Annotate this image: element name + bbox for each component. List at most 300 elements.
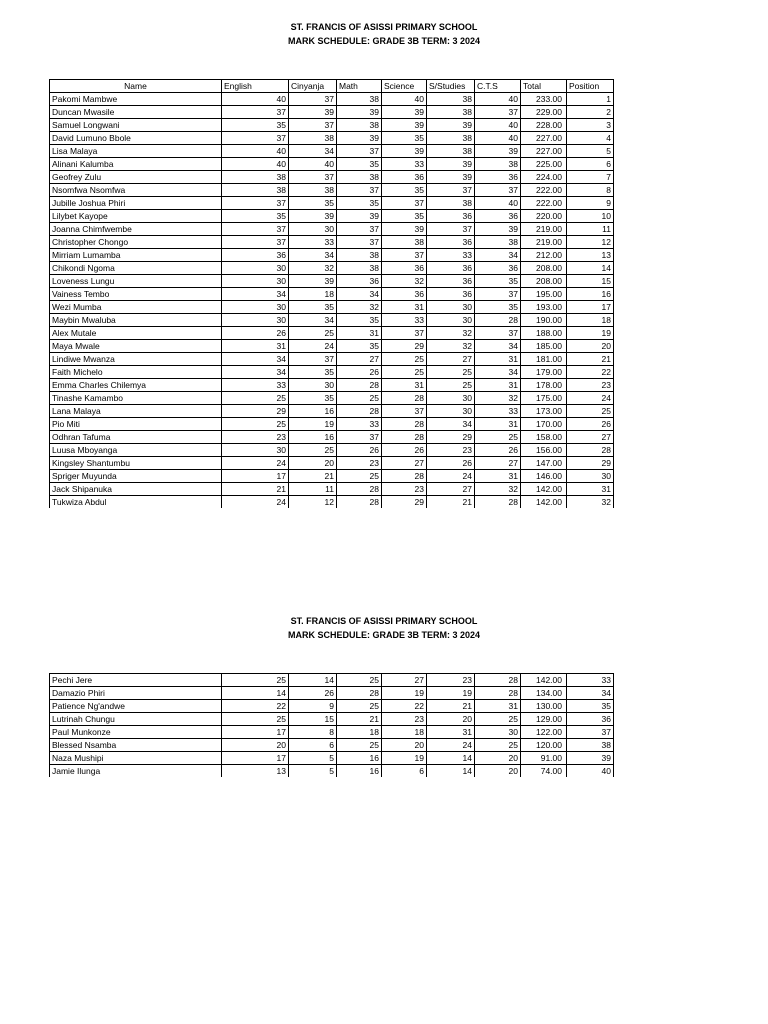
cinyanja-cell: 11: [289, 483, 337, 496]
english-cell: 34: [222, 366, 289, 379]
position-cell: 36: [567, 713, 614, 726]
table-row: [50, 444, 614, 457]
total-cell: 227.00: [521, 145, 567, 158]
social-studies-cell: 36: [427, 262, 475, 275]
cinyanja-cell: 33: [289, 236, 337, 249]
position-cell: 29: [567, 457, 614, 470]
table-row: [50, 314, 614, 327]
science-cell: 26: [382, 444, 427, 457]
name-cell: Blessed Nsamba: [50, 739, 222, 752]
social-studies-cell: 37: [427, 223, 475, 236]
total-cell: 122.00: [521, 726, 567, 739]
math-cell: 27: [337, 353, 382, 366]
cts-cell: 28: [475, 314, 521, 327]
total-cell: 178.00: [521, 379, 567, 392]
position-cell: 11: [567, 223, 614, 236]
cinyanja-cell: 19: [289, 418, 337, 431]
math-cell: 18: [337, 726, 382, 739]
math-cell: 26: [337, 366, 382, 379]
header-name: Name: [50, 80, 222, 93]
english-cell: 23: [222, 431, 289, 444]
social-studies-cell: 30: [427, 301, 475, 314]
math-cell: 32: [337, 301, 382, 314]
cts-cell: 35: [475, 301, 521, 314]
total-cell: 208.00: [521, 262, 567, 275]
cinyanja-cell: 25: [289, 327, 337, 340]
social-studies-cell: 20: [427, 713, 475, 726]
cts-cell: 38: [475, 236, 521, 249]
name-cell: Tukwiza Abdul: [50, 496, 222, 509]
position-cell: 21: [567, 353, 614, 366]
name-cell: Lindiwe Mwanza: [50, 353, 222, 366]
math-cell: 25: [337, 674, 382, 687]
science-cell: 28: [382, 418, 427, 431]
english-cell: 34: [222, 288, 289, 301]
table-row: [50, 210, 614, 223]
name-cell: Joanna Chimfwembe: [50, 223, 222, 236]
social-studies-cell: 34: [427, 418, 475, 431]
total-cell: 170.00: [521, 418, 567, 431]
table-row: [50, 752, 614, 765]
science-cell: 19: [382, 752, 427, 765]
cinyanja-cell: 8: [289, 726, 337, 739]
social-studies-cell: 32: [427, 340, 475, 353]
english-cell: 30: [222, 262, 289, 275]
english-cell: 38: [222, 184, 289, 197]
header-science: Science: [382, 80, 427, 93]
name-cell: Pakomi Mambwe: [50, 93, 222, 106]
table-row: [50, 700, 614, 713]
social-studies-cell: 29: [427, 431, 475, 444]
science-cell: 6: [382, 765, 427, 778]
position-cell: 4: [567, 132, 614, 145]
position-cell: 3: [567, 119, 614, 132]
cinyanja-cell: 5: [289, 765, 337, 778]
math-cell: 28: [337, 687, 382, 700]
cinyanja-cell: 35: [289, 301, 337, 314]
science-cell: 18: [382, 726, 427, 739]
name-cell: Jamie Ilunga: [50, 765, 222, 778]
name-cell: Loveness Lungu: [50, 275, 222, 288]
cts-cell: 40: [475, 93, 521, 106]
name-cell: Maya Mwale: [50, 340, 222, 353]
position-cell: 27: [567, 431, 614, 444]
math-cell: 35: [337, 314, 382, 327]
name-cell: Luusa Mboyanga: [50, 444, 222, 457]
table-body: [50, 93, 614, 509]
english-cell: 14: [222, 687, 289, 700]
cts-cell: 31: [475, 353, 521, 366]
english-cell: 40: [222, 145, 289, 158]
total-cell: 228.00: [521, 119, 567, 132]
position-cell: 31: [567, 483, 614, 496]
math-cell: 31: [337, 327, 382, 340]
total-cell: 212.00: [521, 249, 567, 262]
table-row: [50, 197, 614, 210]
english-cell: 33: [222, 379, 289, 392]
name-cell: David Lumuno Bbole: [50, 132, 222, 145]
name-cell: Christopher Chongo: [50, 236, 222, 249]
position-cell: 28: [567, 444, 614, 457]
position-cell: 25: [567, 405, 614, 418]
science-cell: 37: [382, 249, 427, 262]
cts-cell: 40: [475, 197, 521, 210]
math-cell: 38: [337, 93, 382, 106]
name-cell: Mirriam Lumamba: [50, 249, 222, 262]
math-cell: 28: [337, 405, 382, 418]
name-cell: Lilybet Kayope: [50, 210, 222, 223]
science-cell: 31: [382, 301, 427, 314]
name-cell: Chikondi Ngoma: [50, 262, 222, 275]
english-cell: 26: [222, 327, 289, 340]
social-studies-cell: 38: [427, 197, 475, 210]
cts-cell: 40: [475, 132, 521, 145]
total-cell: 208.00: [521, 275, 567, 288]
name-cell: Naza Mushipi: [50, 752, 222, 765]
position-cell: 23: [567, 379, 614, 392]
science-cell: 29: [382, 496, 427, 509]
position-cell: 24: [567, 392, 614, 405]
name-cell: Lutrinah Chungu: [50, 713, 222, 726]
position-cell: 6: [567, 158, 614, 171]
science-cell: 39: [382, 119, 427, 132]
table-row: [50, 713, 614, 726]
table-row: [50, 687, 614, 700]
table-body-continued: [50, 674, 614, 778]
english-cell: 13: [222, 765, 289, 778]
total-cell: 222.00: [521, 184, 567, 197]
english-cell: 37: [222, 223, 289, 236]
english-cell: 17: [222, 752, 289, 765]
social-studies-cell: 33: [427, 249, 475, 262]
position-cell: 12: [567, 236, 614, 249]
total-cell: 219.00: [521, 236, 567, 249]
cts-cell: 32: [475, 392, 521, 405]
science-cell: 40: [382, 93, 427, 106]
header-position: Position: [567, 80, 614, 93]
english-cell: 30: [222, 301, 289, 314]
social-studies-cell: 38: [427, 106, 475, 119]
name-cell: Duncan Mwasile: [50, 106, 222, 119]
english-cell: 30: [222, 444, 289, 457]
science-cell: 27: [382, 674, 427, 687]
position-cell: 22: [567, 366, 614, 379]
social-studies-cell: 23: [427, 674, 475, 687]
science-cell: 36: [382, 171, 427, 184]
social-studies-cell: 25: [427, 366, 475, 379]
social-studies-cell: 38: [427, 132, 475, 145]
name-cell: Maybin Mwaluba: [50, 314, 222, 327]
name-cell: Spriger Muyunda: [50, 470, 222, 483]
cinyanja-cell: 15: [289, 713, 337, 726]
name-cell: Pechi Jere: [50, 674, 222, 687]
position-cell: 19: [567, 327, 614, 340]
name-cell: Jack Shipanuka: [50, 483, 222, 496]
total-cell: 179.00: [521, 366, 567, 379]
cts-cell: 37: [475, 288, 521, 301]
total-cell: 142.00: [521, 483, 567, 496]
cinyanja-cell: 35: [289, 197, 337, 210]
cinyanja-cell: 38: [289, 132, 337, 145]
math-cell: 35: [337, 158, 382, 171]
english-cell: 37: [222, 132, 289, 145]
science-cell: 39: [382, 223, 427, 236]
math-cell: 39: [337, 106, 382, 119]
total-cell: 175.00: [521, 392, 567, 405]
science-cell: 27: [382, 457, 427, 470]
name-cell: Faith Michelo: [50, 366, 222, 379]
total-cell: 195.00: [521, 288, 567, 301]
position-cell: 30: [567, 470, 614, 483]
cts-cell: 26: [475, 444, 521, 457]
cts-cell: 36: [475, 171, 521, 184]
position-cell: 15: [567, 275, 614, 288]
cinyanja-cell: 32: [289, 262, 337, 275]
position-cell: 13: [567, 249, 614, 262]
total-cell: 158.00: [521, 431, 567, 444]
cts-cell: 28: [475, 496, 521, 509]
cinyanja-cell: 18: [289, 288, 337, 301]
mark-schedule-table-continued: [49, 673, 614, 777]
cts-cell: 31: [475, 470, 521, 483]
table-row: [50, 366, 614, 379]
cinyanja-cell: 20: [289, 457, 337, 470]
total-cell: 120.00: [521, 739, 567, 752]
science-cell: 25: [382, 353, 427, 366]
header-total: Total: [521, 80, 567, 93]
total-cell: 142.00: [521, 674, 567, 687]
cinyanja-cell: 5: [289, 752, 337, 765]
cts-cell: 27: [475, 457, 521, 470]
name-cell: Alex Mutale: [50, 327, 222, 340]
english-cell: 25: [222, 674, 289, 687]
social-studies-cell: 19: [427, 687, 475, 700]
english-cell: 37: [222, 236, 289, 249]
cts-cell: 34: [475, 340, 521, 353]
english-cell: 40: [222, 158, 289, 171]
position-cell: 14: [567, 262, 614, 275]
cts-cell: 37: [475, 327, 521, 340]
table-row: [50, 418, 614, 431]
header-english: English: [222, 80, 289, 93]
position-cell: 33: [567, 674, 614, 687]
english-cell: 17: [222, 726, 289, 739]
cts-cell: 31: [475, 379, 521, 392]
total-cell: 91.00: [521, 752, 567, 765]
cts-cell: 20: [475, 752, 521, 765]
total-cell: 181.00: [521, 353, 567, 366]
science-cell: 23: [382, 483, 427, 496]
cinyanja-cell: 39: [289, 106, 337, 119]
table-row: [50, 262, 614, 275]
math-cell: 36: [337, 275, 382, 288]
total-cell: 233.00: [521, 93, 567, 106]
name-cell: Damazio Phiri: [50, 687, 222, 700]
social-studies-cell: 21: [427, 496, 475, 509]
total-cell: 130.00: [521, 700, 567, 713]
table-row: [50, 119, 614, 132]
cinyanja-cell: 39: [289, 210, 337, 223]
total-cell: 188.00: [521, 327, 567, 340]
social-studies-cell: 21: [427, 700, 475, 713]
social-studies-cell: 23: [427, 444, 475, 457]
english-cell: 25: [222, 392, 289, 405]
table-row: [50, 249, 614, 262]
cts-cell: 25: [475, 431, 521, 444]
math-cell: 37: [337, 236, 382, 249]
cinyanja-cell: 6: [289, 739, 337, 752]
position-cell: 26: [567, 418, 614, 431]
table-row: [50, 726, 614, 739]
header-math: Math: [337, 80, 382, 93]
table-row: [50, 379, 614, 392]
name-cell: Paul Munkonze: [50, 726, 222, 739]
total-cell: 229.00: [521, 106, 567, 119]
english-cell: 37: [222, 197, 289, 210]
math-cell: 34: [337, 288, 382, 301]
english-cell: 17: [222, 470, 289, 483]
math-cell: 37: [337, 223, 382, 236]
name-cell: Vainess Tembo: [50, 288, 222, 301]
name-cell: Nsomfwa Nsomfwa: [50, 184, 222, 197]
social-studies-cell: 25: [427, 379, 475, 392]
english-cell: 34: [222, 353, 289, 366]
total-cell: 225.00: [521, 158, 567, 171]
cts-cell: 33: [475, 405, 521, 418]
table-row: [50, 674, 614, 687]
name-cell: Emma Charles Chilemya: [50, 379, 222, 392]
science-cell: 37: [382, 327, 427, 340]
total-cell: 142.00: [521, 496, 567, 509]
name-cell: Tinashe Kamambo: [50, 392, 222, 405]
name-cell: Kingsley Shantumbu: [50, 457, 222, 470]
science-cell: 33: [382, 314, 427, 327]
social-studies-cell: 30: [427, 314, 475, 327]
cinyanja-cell: 35: [289, 392, 337, 405]
table-row: [50, 184, 614, 197]
table-row: [50, 158, 614, 171]
english-cell: 24: [222, 496, 289, 509]
school-title: ST. FRANCIS OF ASISSI PRIMARY SCHOOL: [290, 22, 478, 32]
header-social-studies: S/Studies: [427, 80, 475, 93]
science-cell: 38: [382, 236, 427, 249]
english-cell: 21: [222, 483, 289, 496]
math-cell: 25: [337, 700, 382, 713]
cinyanja-cell: 9: [289, 700, 337, 713]
cinyanja-cell: 21: [289, 470, 337, 483]
position-cell: 1: [567, 93, 614, 106]
name-cell: Patience Ng'andwe: [50, 700, 222, 713]
position-cell: 10: [567, 210, 614, 223]
cinyanja-cell: 30: [289, 379, 337, 392]
science-cell: 28: [382, 392, 427, 405]
science-cell: 39: [382, 145, 427, 158]
english-cell: 25: [222, 713, 289, 726]
english-cell: 24: [222, 457, 289, 470]
social-studies-cell: 26: [427, 457, 475, 470]
english-cell: 31: [222, 340, 289, 353]
total-cell: 220.00: [521, 210, 567, 223]
math-cell: 25: [337, 470, 382, 483]
cinyanja-cell: 16: [289, 405, 337, 418]
name-cell: Pio Miti: [50, 418, 222, 431]
science-cell: 33: [382, 158, 427, 171]
schedule-subtitle: MARK SCHEDULE: GRADE 3B TERM: 3 2024: [287, 36, 481, 46]
position-cell: 39: [567, 752, 614, 765]
table-row: [50, 93, 614, 106]
math-cell: 23: [337, 457, 382, 470]
table-row: [50, 145, 614, 158]
table-row: [50, 301, 614, 314]
english-cell: 38: [222, 171, 289, 184]
name-cell: Lisa Malaya: [50, 145, 222, 158]
position-cell: 32: [567, 496, 614, 509]
cinyanja-cell: 40: [289, 158, 337, 171]
social-studies-cell: 36: [427, 275, 475, 288]
science-cell: 32: [382, 275, 427, 288]
social-studies-cell: 30: [427, 392, 475, 405]
social-studies-cell: 27: [427, 483, 475, 496]
total-cell: 147.00: [521, 457, 567, 470]
science-cell: 28: [382, 431, 427, 444]
total-cell: 219.00: [521, 223, 567, 236]
social-studies-cell: 39: [427, 158, 475, 171]
cinyanja-cell: 24: [289, 340, 337, 353]
table-row: [50, 405, 614, 418]
science-cell: 37: [382, 405, 427, 418]
math-cell: 35: [337, 197, 382, 210]
cts-cell: 34: [475, 249, 521, 262]
math-cell: 16: [337, 752, 382, 765]
table-row: [50, 236, 614, 249]
math-cell: 25: [337, 392, 382, 405]
name-cell: Samuel Longwani: [50, 119, 222, 132]
cts-cell: 37: [475, 106, 521, 119]
cts-cell: 39: [475, 145, 521, 158]
total-cell: 190.00: [521, 314, 567, 327]
table-header-row: [50, 80, 614, 93]
total-cell: 193.00: [521, 301, 567, 314]
science-cell: 20: [382, 739, 427, 752]
cts-cell: 40: [475, 119, 521, 132]
math-cell: 37: [337, 184, 382, 197]
english-cell: 29: [222, 405, 289, 418]
cinyanja-cell: 39: [289, 275, 337, 288]
table-row: [50, 457, 614, 470]
cinyanja-cell: 37: [289, 93, 337, 106]
position-cell: 8: [567, 184, 614, 197]
social-studies-cell: 36: [427, 210, 475, 223]
social-studies-cell: 31: [427, 726, 475, 739]
english-cell: 30: [222, 275, 289, 288]
cinyanja-cell: 25: [289, 444, 337, 457]
position-cell: 37: [567, 726, 614, 739]
position-cell: 34: [567, 687, 614, 700]
science-cell: 37: [382, 197, 427, 210]
social-studies-cell: 36: [427, 288, 475, 301]
math-cell: 37: [337, 145, 382, 158]
cinyanja-cell: 30: [289, 223, 337, 236]
table-row: [50, 496, 614, 509]
position-cell: 38: [567, 739, 614, 752]
science-cell: 25: [382, 366, 427, 379]
science-cell: 19: [382, 687, 427, 700]
table-row: [50, 223, 614, 236]
math-cell: 28: [337, 483, 382, 496]
cinyanja-cell: 12: [289, 496, 337, 509]
cts-cell: 30: [475, 726, 521, 739]
position-cell: 18: [567, 314, 614, 327]
